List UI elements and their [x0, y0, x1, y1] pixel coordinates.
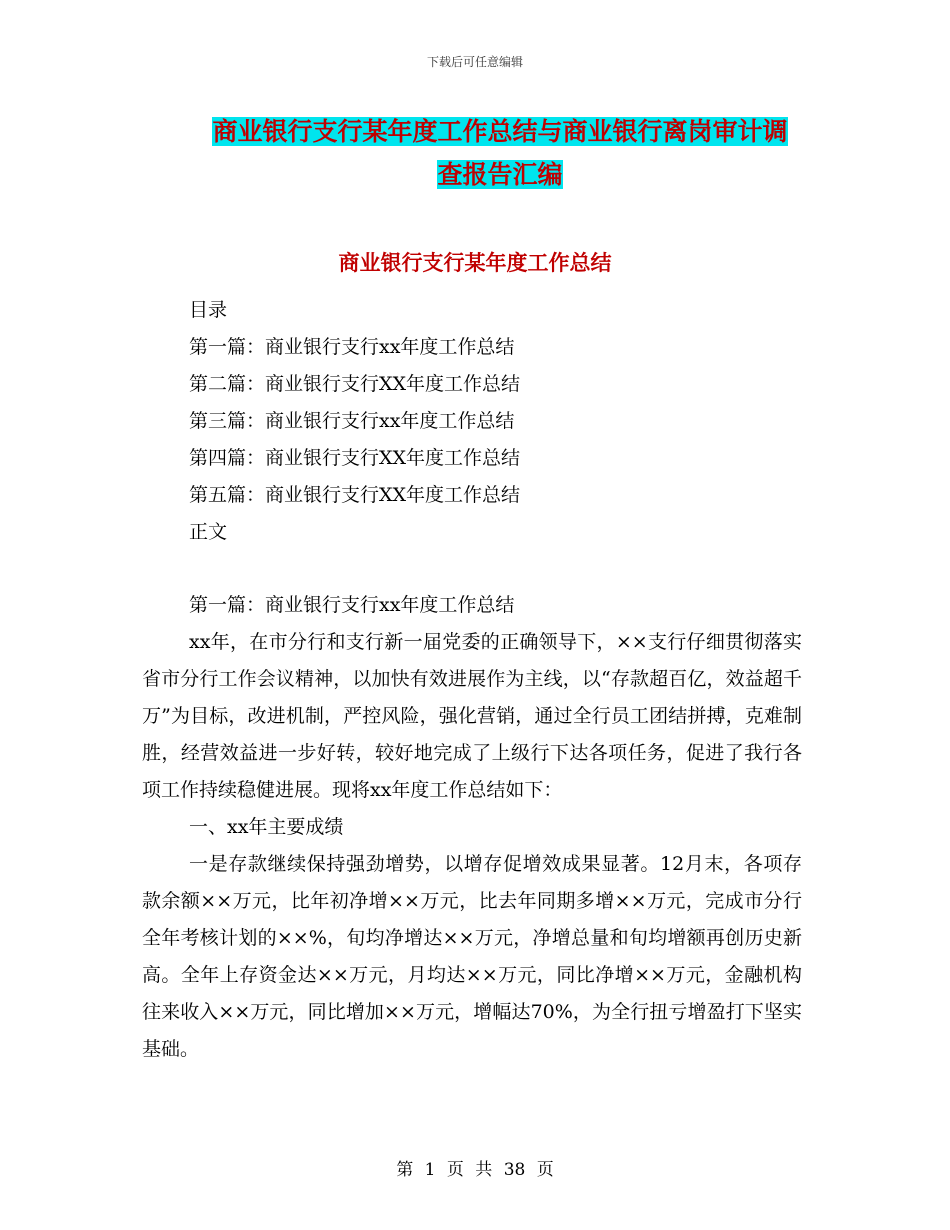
- header-note: 下载后可任意编辑: [426, 55, 523, 69]
- document-title: [190, 110, 810, 196]
- section-heading: 一、xx年主要成绩: [189, 816, 344, 838]
- toc-heading: 目录: [189, 299, 228, 321]
- paragraph: xx年，在市分行和支行新一届党委的正确领导下，××支行仔细贯彻落实省市分行工作会议精神，以加快有效进展作为主线，以“存款超百亿，效益超千万”为目标，改进机制，严控风险，强化营销，通过全行员工团结拼搏，克难制胜，经营效益进一步好转，较好地完成了上级行下达各项任务，促进了我行各项工作持续稳健进展。现将xx年度工作总结如下：: [142, 631, 802, 801]
- toc-item: 第一篇：商业银行支行xx年度工作总结: [189, 336, 515, 358]
- toc-item: 第二篇：商业银行支行XX年度工作总结: [189, 373, 521, 395]
- article-heading: 第一篇：商业银行支行xx年度工作总结: [189, 594, 515, 616]
- table-of-contents: [189, 292, 520, 551]
- toc-item: 第四篇：商业银行支行XX年度工作总结: [189, 447, 521, 469]
- document-title-line2: 查报告汇编: [437, 160, 563, 189]
- document-title-line1: 商业银行支行某年度工作总结与商业银行离岗审计调: [212, 117, 788, 146]
- page-footer: 第 1 页 共 38 页: [396, 1160, 554, 1180]
- paragraph: 一是存款继续保持强劲增势，以增存促增效成果显著。12月末，各项存款余额××万元，比年初净增××万元，比去年同期多增××万元，完成市分行全年考核计划的××%，旬均净增达××万元，净增总量和旬均增额再创历史新高。全年上存资金达××万元，月均达××万元，同比净增××万元，金融机构往来收入××万元，同比增加××万元，增幅达70%，为全行扭亏增盈打下坚实基础。: [142, 853, 802, 1060]
- section-title: 商业银行支行某年度工作总结: [338, 251, 612, 275]
- body-heading: 正文: [189, 521, 228, 543]
- body-text: [142, 587, 802, 1068]
- toc-item: 第五篇：商业银行支行XX年度工作总结: [189, 484, 521, 506]
- toc-item: 第三篇：商业银行支行xx年度工作总结: [189, 410, 515, 432]
